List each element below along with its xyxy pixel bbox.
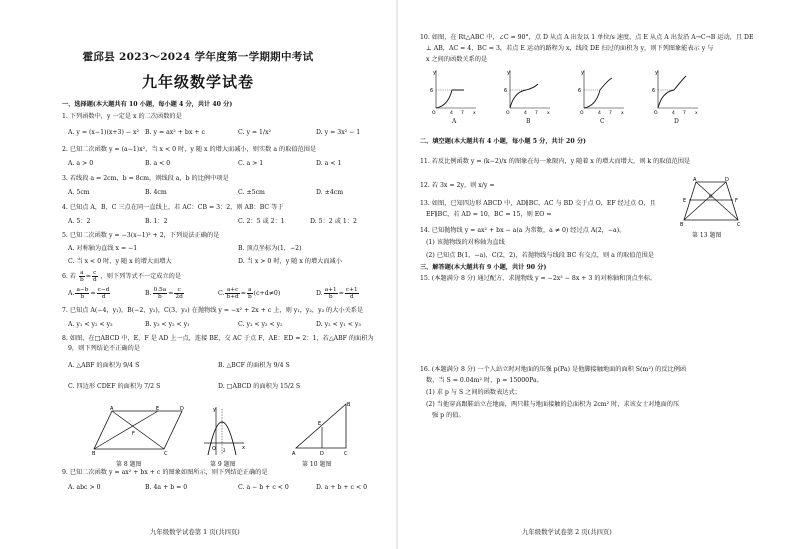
- q10-graph-d-label: D: [674, 118, 679, 125]
- page-2-footer: 九年级数学试卷第 2 页(共四页): [522, 528, 612, 536]
- svg-text:O: O: [654, 111, 658, 116]
- svg-text:B: B: [92, 451, 96, 455]
- q9-option-c: C. a − b + c < 0: [238, 484, 289, 491]
- svg-text:6: 6: [430, 88, 434, 94]
- svg-text:6: 6: [578, 88, 582, 94]
- q6-option-b: B. $\frac{0.5a}{b}$ = $\frac{c}{2d}$: [145, 287, 183, 300]
- svg-text:A: A: [110, 406, 114, 412]
- q10-graph-c-label: C: [600, 118, 605, 125]
- svg-text:6: 6: [504, 88, 508, 94]
- q1-option-d: D. y = 3x² − 1: [316, 129, 361, 136]
- svg-text:O: O: [212, 446, 216, 452]
- figure-10-caption: 第 10 题图: [302, 461, 332, 468]
- question-9: 9. 已知二次函数 y = ax² + bx + c 的图象如图所示，则下列结论正确的是: [62, 469, 268, 476]
- svg-text:E: E: [683, 198, 687, 204]
- svg-text:B: B: [347, 402, 351, 408]
- svg-text:2: 2: [223, 448, 226, 453]
- q6-ratio-ab: $\frac{a}{b}$: [80, 270, 84, 283]
- q1-option-a: A. y = (x−1)(x+3) − x²: [68, 129, 139, 136]
- question-14-part-1: (1) 该抛物线的对称轴为直线: [426, 239, 505, 246]
- q8-option-a: A. △ABF 的面积为 9/4 S: [68, 362, 140, 369]
- question-10: 10. 如图，在 Rt△ABC 中，∠C = 90°，点 D 从点 A 出发以 1 单位/s 速度，点 E 从点 A 出发沿 A→C→B 运动，且 DE: [420, 34, 754, 41]
- question-8: 8. 如图，在□ABCD 中，E，F 是 AD 上一点，连接 BE，交 AC 于点 F，AE：ED = 2：1，若△ABF 的面积为: [62, 335, 374, 342]
- svg-text:F: F: [735, 198, 738, 204]
- svg-text:D: D: [320, 451, 324, 456]
- figure-8-caption: 第 8 题图: [116, 461, 142, 468]
- question-16: 16. (本题满分 8 分) 一个人站立时对地面的压强 p(Pa) 是他脚接触地面的面积 S(m²) 的反比例函: [420, 366, 687, 373]
- q9-option-a: A. abc > 0: [68, 484, 101, 491]
- figure-10-triangle: [292, 400, 352, 456]
- svg-text:A: A: [693, 177, 697, 183]
- question-14: 14. 已知抛物线 y = ax² + bx − a(a 为常数，a ≠ 0) 经过点 A(2，−a)。: [420, 227, 626, 234]
- q5-option-c: C. 当 x < 0 时，y 随 x 的增大而增大: [68, 258, 172, 265]
- svg-text:E: E: [318, 421, 322, 427]
- q6-suffix: ，则下列等式不一定成立的是: [100, 273, 182, 280]
- question-10-cont: ⊥ AB，AC = 4，BC = 3，若点 E 运动的路程为 x，线段 DE 扫过的面积为 y，则下列图象能表示 y 与: [426, 45, 714, 52]
- question-8-cont: 9，则下列结论不正确的是: [68, 345, 140, 352]
- svg-text:y: y: [213, 407, 216, 413]
- q7-option-d: D. y₂ < y₁ < y₃: [316, 321, 361, 328]
- svg-text:7: 7: [461, 111, 464, 116]
- q2-option-c: C. a > 1: [238, 160, 264, 167]
- exam-header-title: 霍邱县 2023～2024 学年度第一学期期中考试: [82, 51, 314, 63]
- svg-text:7: 7: [683, 111, 686, 116]
- svg-text:D: D: [180, 406, 184, 412]
- figure-13-trapezoid: [680, 176, 742, 226]
- svg-text:O: O: [580, 111, 584, 116]
- q6-option-a: A. $\frac{a-b}{b}$ = $\frac{c-d}{d}$: [68, 287, 110, 300]
- q8-option-c: C. 四边形 CDEF 的面积为 7/2 S: [68, 383, 161, 390]
- svg-text:C: C: [164, 451, 168, 455]
- svg-text:7: 7: [609, 111, 612, 116]
- svg-text:7: 7: [535, 111, 538, 116]
- question-16-part-2: (2) 当他穿高跟鞋站立在地面，两只鞋与地面接触的总面积为 2cm² 时，求该女士对地面的压: [426, 401, 680, 408]
- question-13: 13. 如图，已知四边形 ABCD 中，AD∥BC，AC 与 BD 交于点 O，EF 经过点 O，且: [420, 200, 656, 207]
- q5-option-a: A. 对称轴为直线 x = −1: [68, 245, 138, 252]
- svg-text:C: C: [344, 451, 348, 456]
- question-5: 5. 已知二次函数 y = −3(x−1)² + 2，下列说法正确的是: [62, 232, 220, 239]
- question-6: 6. 若 $\frac{a}{b}$ = $\frac{c}{d}$ ，则下列等式不一定成立的是: [62, 270, 182, 283]
- question-16-cont: 数，当 S = 0.04m² 时，p = 15000Pa。: [426, 377, 543, 384]
- q8-option-b: B. △BCF 的面积为 9/4 S: [218, 362, 290, 369]
- svg-text:y: y: [655, 70, 658, 76]
- q8-option-d: D. □ABCD 的面积为 15/2 S: [218, 383, 301, 390]
- q10-graph-c: [578, 68, 626, 116]
- question-16-part-2-cont: 强 p 的值。: [432, 412, 465, 419]
- svg-text:O: O: [709, 195, 713, 200]
- svg-text:F: F: [132, 431, 135, 437]
- q9-option-b: B. 4a + b = 0: [145, 484, 188, 491]
- q3-option-d: D. ±4cm: [316, 189, 344, 196]
- svg-text:y: y: [507, 70, 510, 76]
- question-7: 7. 已知点 A(−4，y₁)，B(−2，y₂)，C(3，y₃) 在抛物线 y = −x² + 2x + c 上，则 y₁，y₂，y₃ 的大小关系是: [62, 307, 364, 314]
- svg-text:y: y: [433, 70, 436, 76]
- q5-option-b: B. 顶点坐标为(1，−2): [238, 245, 302, 252]
- svg-text:x: x: [242, 445, 245, 451]
- question-15: 15. (本题满分 8 分) 通过配方，求抛物线 y = −2x² − 8x + 3 的对称轴和顶点坐标。: [420, 275, 657, 282]
- svg-text:D: D: [725, 177, 729, 183]
- figure-9-caption: 第 9 题图: [210, 461, 236, 468]
- question-1: 1. 下列函数中，y 一定是 x 的二次函数的是: [62, 113, 182, 120]
- q2-option-d: D. a < 1: [316, 160, 342, 167]
- exam-subtitle: 九年级数学试卷: [141, 73, 254, 91]
- q3-option-c: C. ±5cm: [238, 189, 265, 196]
- q6-ratio-cd: $\frac{c}{d}$: [92, 270, 97, 283]
- q7-option-c: C. y₁ < y₃ < y₂: [238, 321, 283, 328]
- svg-text:y: y: [581, 70, 584, 76]
- q10-graph-d: [652, 68, 700, 116]
- q1-option-b: B. y = ax² + bx + c: [145, 129, 205, 136]
- svg-text:6: 6: [652, 88, 656, 94]
- section-choice-title: 一、选择题(本大题共有 10 小题，每小题 4 分，共计 40 分): [62, 101, 233, 108]
- svg-text:O: O: [506, 111, 510, 116]
- q4-option-d: D. 5：2 或 1：2: [310, 218, 357, 225]
- q6-prefix: 6. 若: [62, 273, 77, 280]
- page-1-footer: 九年级数学试卷第 1 页(共四页): [150, 528, 240, 536]
- svg-text:C: C: [737, 222, 741, 226]
- q10-graph-b: [504, 68, 552, 116]
- svg-text:4: 4: [450, 111, 453, 116]
- question-14-part-2: (2) 已知点 B(1，−a)，C(2，2)，若抛物线与线段 BC 有交点，则 a 的取值范围是: [426, 252, 654, 259]
- question-16-part-1: (1) 求 p 与 S 之间的函数表达式；: [426, 389, 521, 396]
- svg-text:x: x: [621, 111, 624, 116]
- svg-text:B: B: [680, 222, 684, 226]
- svg-text:A: A: [292, 451, 296, 456]
- svg-text:x: x: [547, 111, 550, 116]
- section-answer-title: 三、解答题(本大题共有 9 小题，共计 90 分): [420, 264, 547, 271]
- q7-option-a: A. y₁ < y₂ < y₃: [68, 321, 113, 328]
- figure-13-caption: 第 13 题图: [692, 232, 722, 239]
- question-4: 4. 已知点 A，B，C 三点在同一直线上，若 AC：CB = 3：2，则 AB：BC 等于: [62, 204, 284, 211]
- q10-graph-a-label: A: [452, 118, 457, 125]
- q2-option-a: A. a > 0: [68, 160, 94, 167]
- q6-option-d: D. $\frac{a+1}{b}$ = $\frac{c+1}{d}$: [316, 287, 358, 300]
- q10-graph-b-label: B: [526, 118, 531, 125]
- question-3: 3. 若线段 a = 2cm，b = 8cm，则线段 a，b 的比例中项是: [62, 175, 229, 182]
- q4-option-c: C. 2：5 或 2：1: [238, 218, 285, 225]
- q7-option-b: B. y₃ < y₂ < y₁: [145, 321, 190, 328]
- q9-option-d: D. a + b + c < 0: [316, 484, 368, 491]
- exam-page-2: [398, 0, 794, 549]
- svg-text:4: 4: [672, 111, 675, 116]
- q3-option-a: A. 5cm: [68, 189, 90, 196]
- svg-text:O: O: [432, 111, 436, 116]
- question-12: 12. 若 3x = 2y，则 x/y =: [420, 182, 495, 189]
- figure-8-parallelogram: [92, 405, 184, 455]
- q6-option-c: C. $\frac{a+c}{b+d}$ = $\frac{a}{b}$ (c+d≠0): [218, 287, 281, 300]
- q4-option-b: B. 1：2: [145, 218, 168, 225]
- q10-graph-a: [430, 68, 478, 116]
- svg-text:4: 4: [524, 111, 527, 116]
- question-13-cont: EF∥BC，若 AD = 10，BC = 15，则 EO =: [426, 211, 552, 218]
- svg-text:4: 4: [598, 111, 601, 116]
- exam-page-1: [0, 0, 396, 549]
- question-10-cont2: x 之间的函数关系的是: [426, 56, 488, 63]
- q4-option-a: A. 5：2: [68, 218, 91, 225]
- q3-option-b: B. 4cm: [145, 189, 167, 196]
- q1-option-c: C. y = 1/x²: [238, 129, 272, 136]
- question-11: 11. 若反比例函数 y = (k−2)/x 的图象在每一象限内，y 随着 x 的增大而增大，则 k 的取值范围是: [420, 158, 691, 165]
- q2-option-b: B. a < 0: [145, 160, 171, 167]
- question-2: 2. 已知二次函数 y = (a−1)x²，当 x < 0 时，y 随 x 的增大而减小，则实数 a 的取值范围是: [62, 146, 317, 153]
- figure-9-parabola: [200, 405, 246, 457]
- svg-text:x: x: [473, 111, 476, 116]
- svg-text:x: x: [695, 111, 698, 116]
- q5-option-d: D. 当 x > 0 时，y 随 x 的增大而减小: [238, 258, 342, 265]
- section-fill-title: 二、填空题(本大题共有 4 小题，每小题 5 分，共计 20 分): [420, 138, 586, 145]
- svg-text:E: E: [156, 406, 160, 412]
